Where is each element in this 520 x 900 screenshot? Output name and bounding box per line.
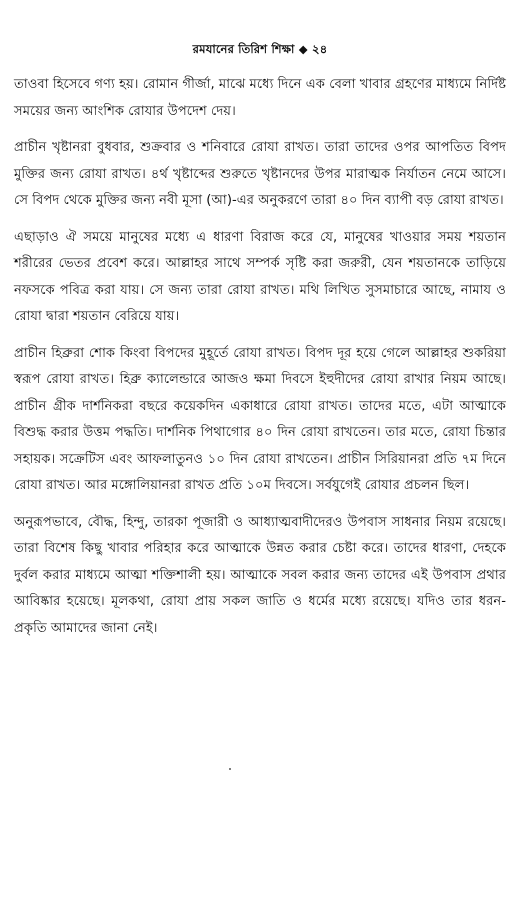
paragraph-4: প্রাচীন হিব্রুরা শোক কিংবা বিপদের মুহূর্তে রোযা রাখত। বিপদ দূর হয়ে গেলে আল্লাহর শুকরিয়া স্বরূপ রোযা রাখত। হিব্রু ক্যালেন্ডারে আজও ক্ষমা দিবসে ইহুদীদের রোযা রাখার নিয়ম আছে। প্রাচীন গ্রীক দার্শনিকরা বছরে কয়েকদিন একাধারে রোযা রাখত। তাদের মতে, এটা আত্মাকে বিশুদ্ধ করার উত্তম পদ্ধতি। দার্শনিক পিথাগোর ৪০ দিন রোযা রাখতেন। তার মতে, রোযা চিন্তার সহায়ক। সক্রেটিস এবং আফলাতুনও ১০ দিন রোযা রাখতেন। প্রাচীন সিরিয়ানরা প্রতি ৭ম দিনে রোযা রাখত। আর মঙ্গোলিয়ানরা রাখত প্রতি ১০ম দিবসে। সর্বযুগেই রোযার প্রচলন ছিল। [14, 345, 506, 493]
scan-speck [229, 768, 231, 770]
paragraph-1: তাওবা হিসেবে গণ্য হয়। রোমান গীর্জা, মাঝে মধ্যে দিনে এক বেলা খাবার গ্রহণের মাধ্যমে নির্দিষ্ট সময়ের জন্য আংশিক রোযার উপদেশ দেয়। [14, 77, 506, 119]
paragraph-5: অনুরূপভাবে, বৌদ্ধ, হিন্দু, তারকা পূজারী ও আধ্যাত্মবাদীদেরও উপবাস সাধনার নিয়ম রয়েছে। তারা বিশেষ কিছু খাবার পরিহার করে আত্মাকে উন্নত করার চেষ্টা করে। তাদের ধারণা, দেহকে দুর্বল করার মাধ্যমে আত্মা শক্তিশালী হয়। আত্মাকে সবল করার জন্য তাদের এই উপবাস প্রথার আবিষ্কার হয়েছে। মূলকথা, রোযা প্রায় সকল জাতি ও ধর্মের মধ্যে রয়েছে। যদিও তার ধরন-প্রকৃতি আমাদের জানা নেই। [14, 514, 506, 636]
paragraph-3: এছাড়াও ঐ সময়ে মানুষের মধ্যে এ ধারণা বিরাজ করে যে, মানুষের খাওয়ার সময় শয়তান শরীরের ভেতর প্রবেশ করে। আল্লাহর সাথে সম্পর্ক সৃষ্টি করা জরুরী, যেন শয়তানকে তাড়িয়ে নফসকে পবিত্র করা যায়। সে জন্য তারা রোযা রাখত। মথি লিখিত সুসমাচারে আছে, নামায ও রোযা দ্বারা শয়তান বেরিয়ে যায়। [14, 229, 506, 324]
running-header: রমযানের তিরিশ শিক্ষা ◆ ২৪ [192, 42, 328, 56]
paragraph-2: প্রাচীন খৃষ্টানরা বুধবার, শুক্রবার ও শনিবারে রোযা রাখত। তারা তাদের ওপর আপতিত বিপদ মুক্তির জন্য রোযা রাখত। ৪র্থ খৃষ্টাব্দের শুরুতে খৃষ্টানদের উপর মারাত্মক নির্যাতন নেমে আসে। সে বিপদ থেকে মুক্তির জন্য নবী মূসা (আ)-এর অনুকরণে তারা ৪০ দিন ব্যাপী বড় রোযা রাখত। [14, 140, 506, 208]
page-body [14, 72, 506, 652]
